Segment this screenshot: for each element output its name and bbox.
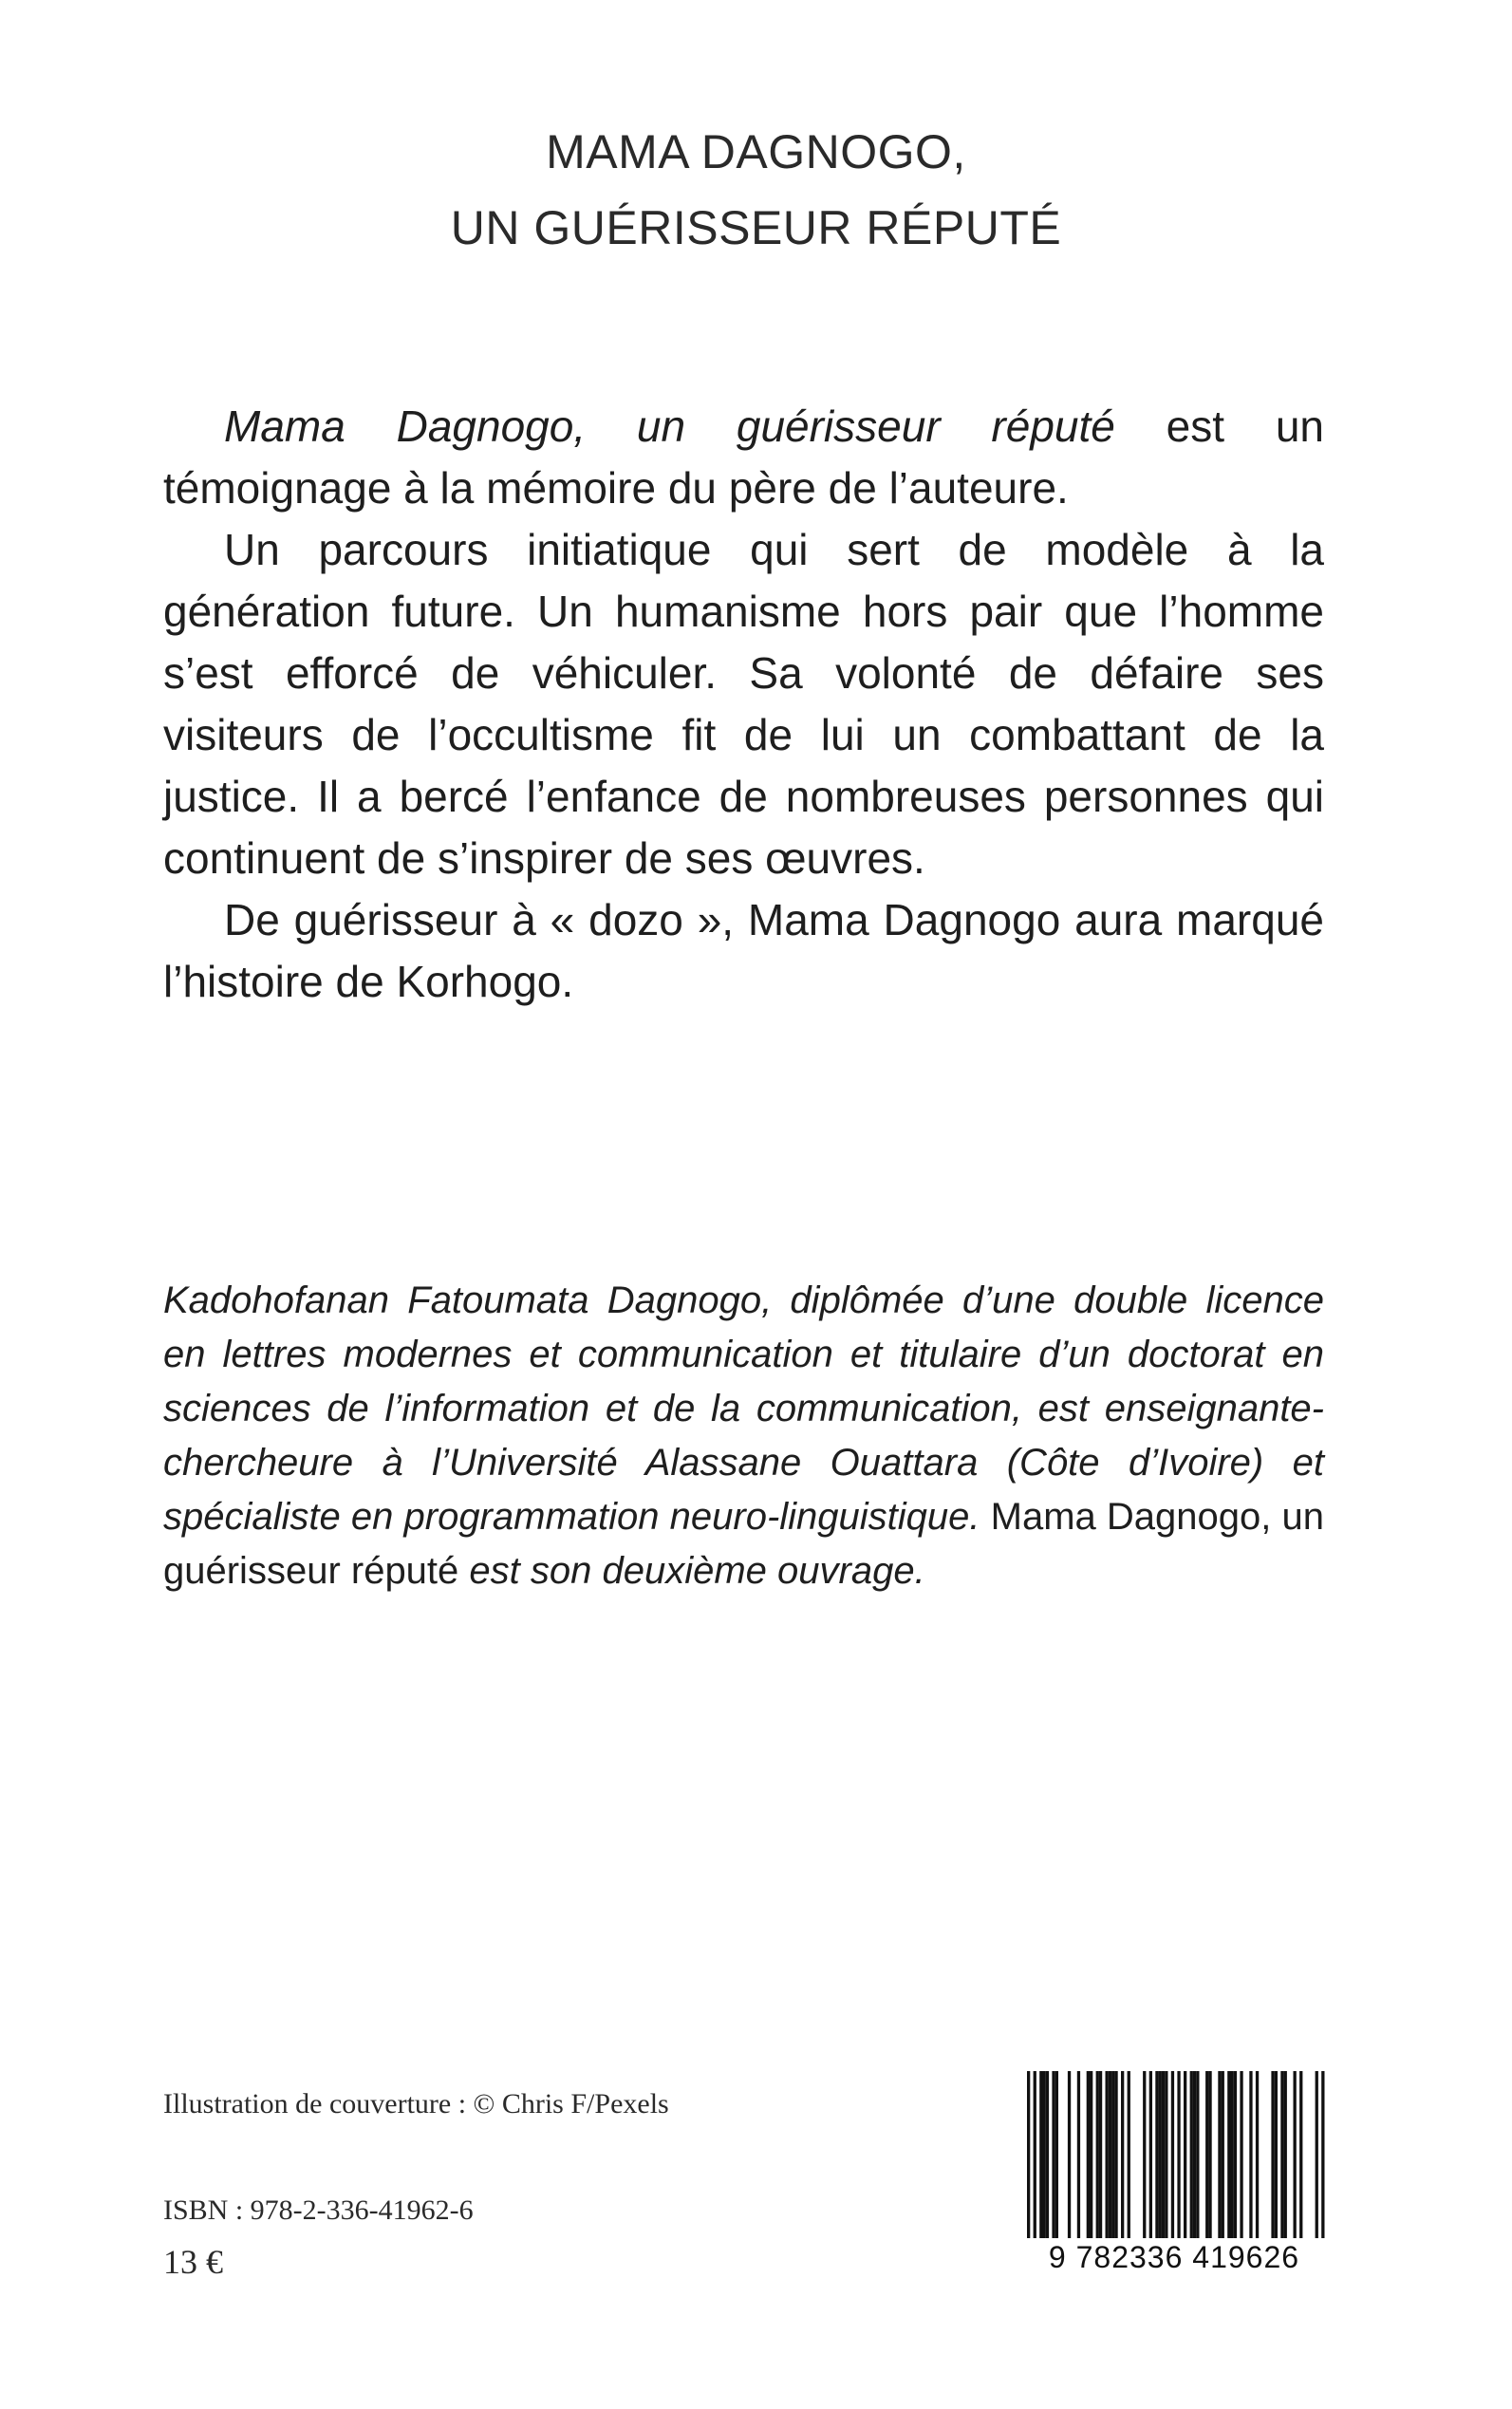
barcode-bar xyxy=(1184,2071,1186,2242)
barcode-bar xyxy=(1240,2071,1242,2242)
isbn-number: ISBN : 978-2-336-41962-6 xyxy=(163,2194,474,2226)
summary-paragraph-3: De guérisseur à « dozo », Mama Dagnogo aura marqué l’histoire de Korhogo. xyxy=(163,895,1324,1006)
barcode-bar xyxy=(1205,2071,1208,2242)
author-biography-intro: Kadohofanan Fatoumata Dagnogo, diplômée d’une double licence en lettres modernes et communication et titulaire d’un doctorat en sciences de l’information et de la communication, est enseignante-chercheure à l’Université Alassane Ouattara (Côte d’Ivoire) et spécialiste en programmation neuro-linguistique. xyxy=(163,1279,1324,1538)
summary-paragraph-1-text: est un témoignage à la mémoire du père de l’auteure. xyxy=(163,402,1325,513)
barcode-bar xyxy=(1222,2071,1224,2242)
barcode-bar xyxy=(1234,2071,1237,2242)
barcode-bar xyxy=(1039,2071,1042,2242)
barcode-bar xyxy=(1114,2071,1117,2242)
barcode-digits: 9 782336 419626 xyxy=(1010,2238,1338,2276)
author-biography-book-title: Mama Dagnogo, un guérisseur réputé xyxy=(163,1496,1324,1592)
barcode-bar xyxy=(1231,2071,1234,2242)
barcode-bar xyxy=(1149,2071,1152,2242)
barcode-bar xyxy=(1171,2071,1174,2261)
summary-book-title: Mama Dagnogo, un guérisseur réputé xyxy=(224,402,1115,451)
summary-paragraph-2: Un parcours initiatique qui sert de modèle à la génération future. Un humanisme hors pair que l’homme s’est efforcé de véhiculer. Sa volonté de défaire ses visiteurs de l’occultisme fit de lui un combattant de la justice. Il a bercé l’enfance de nombreuses personnes qui continuent de s’inspirer de ses œuvres. xyxy=(163,525,1324,883)
barcode-bar xyxy=(1034,2071,1036,2261)
book-title xyxy=(0,114,1512,266)
barcode-bar xyxy=(1111,2071,1114,2242)
price-label: 13 € xyxy=(163,2243,223,2281)
barcode-bar xyxy=(1096,2071,1099,2242)
barcode-bar xyxy=(1109,2071,1111,2242)
barcode-bar xyxy=(1316,2071,1318,2261)
barcode-bar xyxy=(1155,2071,1158,2242)
barcode-bar xyxy=(1068,2071,1071,2242)
barcode-bar xyxy=(1165,2071,1167,2242)
barcode-bar xyxy=(1256,2071,1259,2242)
barcode-bar xyxy=(1208,2071,1211,2242)
barcode-bar xyxy=(1052,2071,1055,2242)
author-biography xyxy=(163,1274,1324,1598)
barcode xyxy=(1010,2071,1338,2282)
book-title-line-1: MAMA DAGNOGO, xyxy=(546,125,966,178)
barcode-bar xyxy=(1077,2071,1080,2242)
barcode-bar xyxy=(1280,2071,1283,2242)
barcode-bar xyxy=(1196,2071,1199,2242)
barcode-bar xyxy=(1271,2071,1274,2242)
barcode-bar xyxy=(1043,2071,1046,2242)
barcode-bar xyxy=(1321,2071,1324,2261)
book-summary xyxy=(163,396,1324,1013)
barcode-bar xyxy=(1143,2071,1146,2242)
author-biography-outro: est son deuxième ouvrage. xyxy=(458,1550,925,1592)
barcode-bar xyxy=(1299,2071,1302,2242)
barcode-bar xyxy=(1275,2071,1278,2242)
barcode-bar xyxy=(1106,2071,1109,2242)
illustration-credit: Illustration de couverture : © Chris F/Pexels xyxy=(163,2088,669,2120)
barcode-bar xyxy=(1159,2071,1162,2242)
barcode-bar xyxy=(1046,2071,1049,2242)
barcode-bar xyxy=(1087,2071,1090,2242)
barcode-bar xyxy=(1121,2071,1124,2242)
barcode-bar xyxy=(1090,2071,1092,2242)
barcode-bar xyxy=(1162,2071,1165,2242)
barcode-bar xyxy=(1218,2071,1221,2242)
barcode-bar xyxy=(1193,2071,1196,2242)
barcode-bar xyxy=(1294,2071,1297,2242)
barcode-bar xyxy=(1027,2071,1030,2261)
summary-paragraph-1 xyxy=(163,396,1324,519)
book-title-line-2: UN GUÉRISSEUR RÉPUTÉ xyxy=(450,201,1062,254)
barcode-bar xyxy=(1099,2071,1102,2242)
barcode-bar xyxy=(1227,2071,1230,2242)
barcode-bar xyxy=(1055,2071,1058,2242)
barcode-bar xyxy=(1284,2071,1287,2242)
barcode-bar xyxy=(1190,2071,1193,2242)
barcode-bar xyxy=(1177,2071,1180,2261)
barcode-bar xyxy=(1249,2071,1252,2242)
barcode-bar xyxy=(1128,2071,1130,2242)
